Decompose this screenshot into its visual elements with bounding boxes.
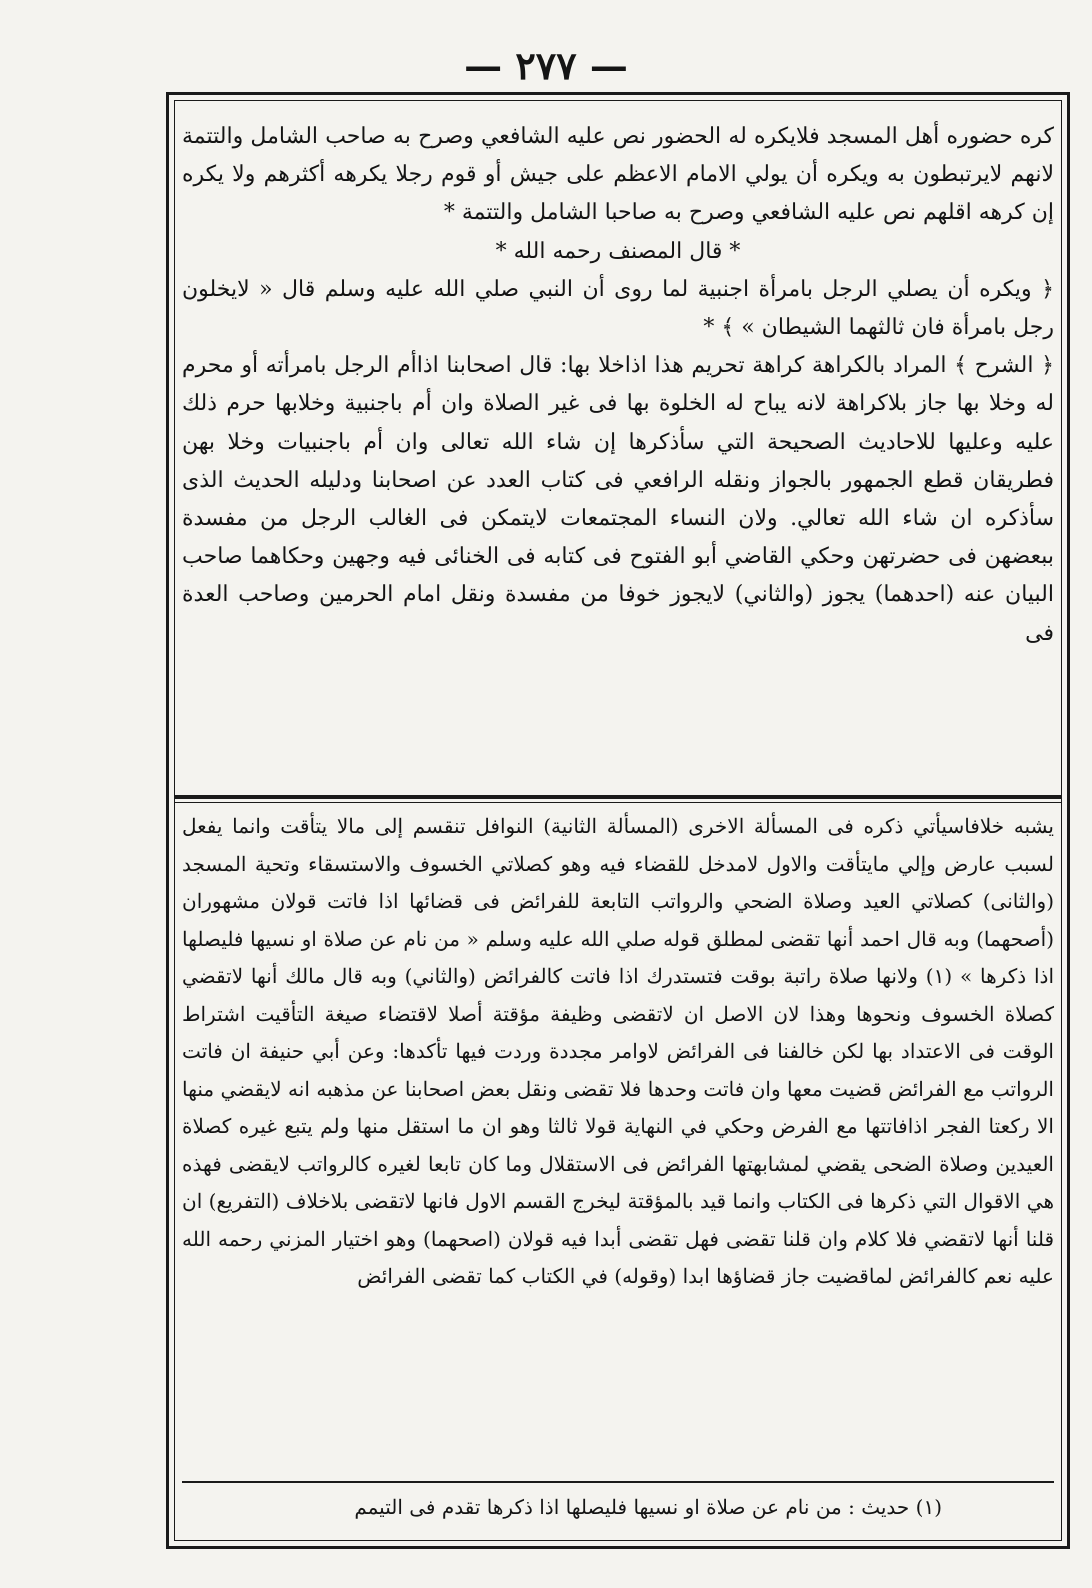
commentary-section xyxy=(182,808,1054,1296)
footnote-divider xyxy=(182,1481,1054,1483)
heading-author-says: * قال المصنف رحمه الله * xyxy=(495,238,741,264)
section-divider-thin xyxy=(174,802,1062,803)
paragraph-sharh: ﴿ الشرح ﴾ المراد بالكراهة كراهة تحريم هذا اذاخلا بها: قال اصحابنا اذاأم الرجل بامرأته أو محرم له وخلا بها جاز بلاكراهة لانه يباح له الخلوة بها فى غير الصلاة وان أم باجنبية وخلابها حرم ذلك عليه وعليها للاحاديث الصحيحة التي سأذكرها إن شاء الله تعالى وان أم باجنبيات وخلا بهن فطريقان قطع الجمهور بالجواز ونقله الرافعي فى كتاب العدد عن اصحابنا ودليله الحديث الذى سأذكره ان شاء الله تعالي. ولان النساء المجتمعات لايتمكن فى الغالب الرجل من مفسدة ببعضهن فى حضرتهن وحكي القاضي أبو الفتوح فى كتابه فى الخنائى فيه وجهين وحكاهما صاحب البيان عنه (احدهما) يجوز (والثاني) لايجوز خوفا من مفسدة ونقل امام الحرمين وصاحب العدة فى xyxy=(182,353,1054,646)
paragraph-matn: ﴿ ويكره أن يصلي الرجل بامرأة اجنبية لما روى أن النبي صلي الله عليه وسلم قال « لايخلون رجل بامرأة فان ثالثهما الشيطان » ﴾ * xyxy=(182,276,1054,341)
paragraph-1: كره حضوره أهل المسجد فلايكره له الحضور نص عليه الشافعي وصرح به صاحب الشامل والتتمة لانهم لايرتبطون به ويكره أن يولي الامام الاعظم على جيش أو قوم رجلا يكرهه أكثرهم ولا يكره إن كرهه اقلهم نص عليه الشافعي وصرح به صاحبا الشامل والتتمة * xyxy=(182,124,1054,226)
section-divider-thick xyxy=(174,795,1062,799)
footnote: (١) حديث : من نام عن صلاة او نسيها فليصلها اذا ذكرها تقدم فى التيمم xyxy=(354,1495,942,1519)
page-number: — ٢٧٧ — xyxy=(464,43,628,88)
commentary-paragraph: يشبه خلافاسيأتي ذكره فى المسألة الاخرى (المسألة الثانية) النوافل تنقسم إلى مالا يتأقت وانما يفعل لسبب عارض وإلي مايتأقت والاول لامدخل للقضاء فيه وهو كصلاتي الخسوف والاستسقاء وتحية المسجد (والثانى) كصلاتي العيد وصلاة الضحي والرواتب التابعة للفرائض فى قضائها اذا فاتت قولان مشهوران (أصحهما) وبه قال احمد أنها تقضى لمطلق قوله صلي الله عليه وسلم « من نام عن صلاة او نسيها فليصلها اذا ذكرها » (١) ولانها صلاة راتبة بوقت فتستدرك اذا فاتت كالفرائض (والثاني) وبه قال مالك أنها لاتقضي كصلاة الخسوف ونحوها وهذا لان الاصل ان لاتقضى وظيفة مؤقتة أصلا لاقتضاء صيغة التأقيت اشتراط الوقت فى الاعتداد بها لكن خالفنا فى الفرائض لاوامر مجددة وردت فيها تأكدها: وعن أبي حنيفة ان فاتت الرواتب مع الفرائض قضيت معها وان فاتت وحدها فلا تقضى ونقل بعض اصحابنا عن مذهبه انه لايقضي منها الا ركعتا الفجر اذافاتتها مع الفرض وحكي في النهاية قولا ثالثا وهو ان ما استقل منها ولم يتبع غيره كصلاة العيدين وصلاة الضحى يقضي لمشابهتها الفرائض فى الاستقلال وما كان تابعا لغيره كالرواتب لايقضى فهذه هي الاقوال التي ذكرها فى الكتاب وانما قيد بالمؤقتة ليخرج القسم الاول فانها لاتقضى بلاخلاف (التفريع) ان قلنا أنها لاتقضي فلا كلام وان قلنا تقضى فهل تقضى أبدا فيه قولان (اصحهما) وهو اختيار المزني رحمه الله عليه نعم كالفرائض لماقضيت جاز قضاؤها ابدا (وقوله) في الكتاب كما تقضى الفرائض xyxy=(182,814,1055,1288)
main-text-section xyxy=(182,118,1054,653)
